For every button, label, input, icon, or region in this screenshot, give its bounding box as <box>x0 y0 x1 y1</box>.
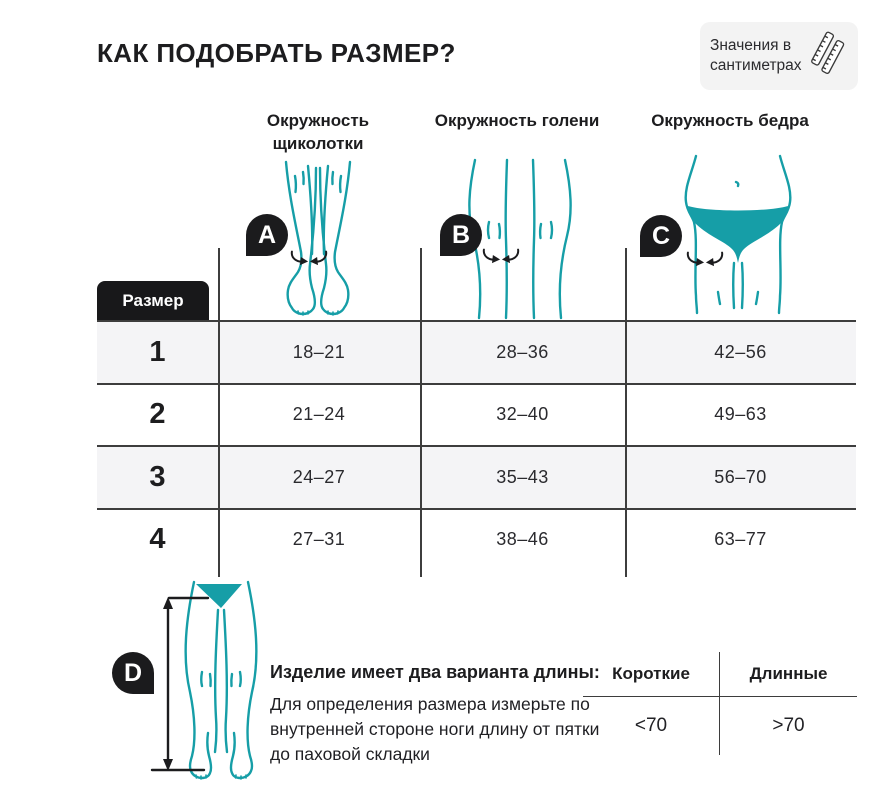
short-length-header: Короткие <box>583 652 720 697</box>
column-header-calf: Окружность голени <box>434 111 600 130</box>
length-description: Для определения размера измерьте по внутренней стороне ноги длину от пятки до паховой складки <box>270 694 600 764</box>
marker-b-badge: B <box>440 214 482 256</box>
ankle-value-cell: 18–21 <box>292 341 346 362</box>
table-row <box>97 384 856 445</box>
long-length-header: Длинные <box>720 652 857 697</box>
page-title: КАК ПОДОБРАТЬ РАЗМЕР? <box>97 38 456 68</box>
calf-value-cell: 38–46 <box>496 529 549 549</box>
row-divider <box>97 508 856 510</box>
table-row <box>97 509 856 570</box>
size-column-header: Размер <box>97 281 209 320</box>
short-length-value: <70 <box>583 697 720 755</box>
circumference-arrow-icon <box>480 246 522 264</box>
size-cell: 4 <box>149 523 166 555</box>
length-measure-arrow <box>152 598 208 770</box>
row-divider <box>97 383 856 385</box>
column-divider <box>218 248 220 577</box>
ankle-value-cell: 24–27 <box>292 466 346 487</box>
row-divider <box>97 320 856 322</box>
length-heading: Изделие имеет два варианта длины: <box>270 662 600 682</box>
marker-d-badge: D <box>112 652 154 694</box>
measuring-tape-icon <box>810 31 848 82</box>
calf-value-cell: 28–36 <box>496 341 549 362</box>
units-note-label: Значения в сантиметрах <box>710 36 802 74</box>
hip-illustration <box>668 156 808 314</box>
row-divider <box>97 445 856 447</box>
ankle-value-cell: 21–24 <box>292 404 346 424</box>
length-options-table <box>583 652 857 755</box>
table-row <box>97 321 856 383</box>
column-header-hip: Окружность бедра <box>651 111 809 130</box>
hip-value-cell: 42–56 <box>714 341 767 362</box>
circumference-arrow-icon <box>288 248 330 266</box>
size-cell: 1 <box>149 335 166 368</box>
hip-value-cell: 63–77 <box>714 529 767 549</box>
marker-a-badge: A <box>246 214 288 256</box>
marker-c-badge: C <box>640 215 682 257</box>
table-row <box>97 446 856 508</box>
long-length-value: >70 <box>772 715 805 736</box>
calf-value-cell: 32–40 <box>496 404 549 424</box>
circumference-arrow-icon <box>678 249 732 267</box>
calf-value-cell: 35–43 <box>496 466 549 487</box>
ankle-value-cell: 27–31 <box>292 529 346 549</box>
size-cell: 3 <box>149 460 166 493</box>
size-cell: 2 <box>149 398 166 430</box>
units-note-box <box>700 22 858 90</box>
hip-value-cell: 56–70 <box>714 466 767 487</box>
column-header-ankle: Окружность щиколотки <box>266 111 370 153</box>
column-divider <box>420 248 422 577</box>
column-divider <box>625 248 627 577</box>
hip-value-cell: 49–63 <box>714 404 767 424</box>
